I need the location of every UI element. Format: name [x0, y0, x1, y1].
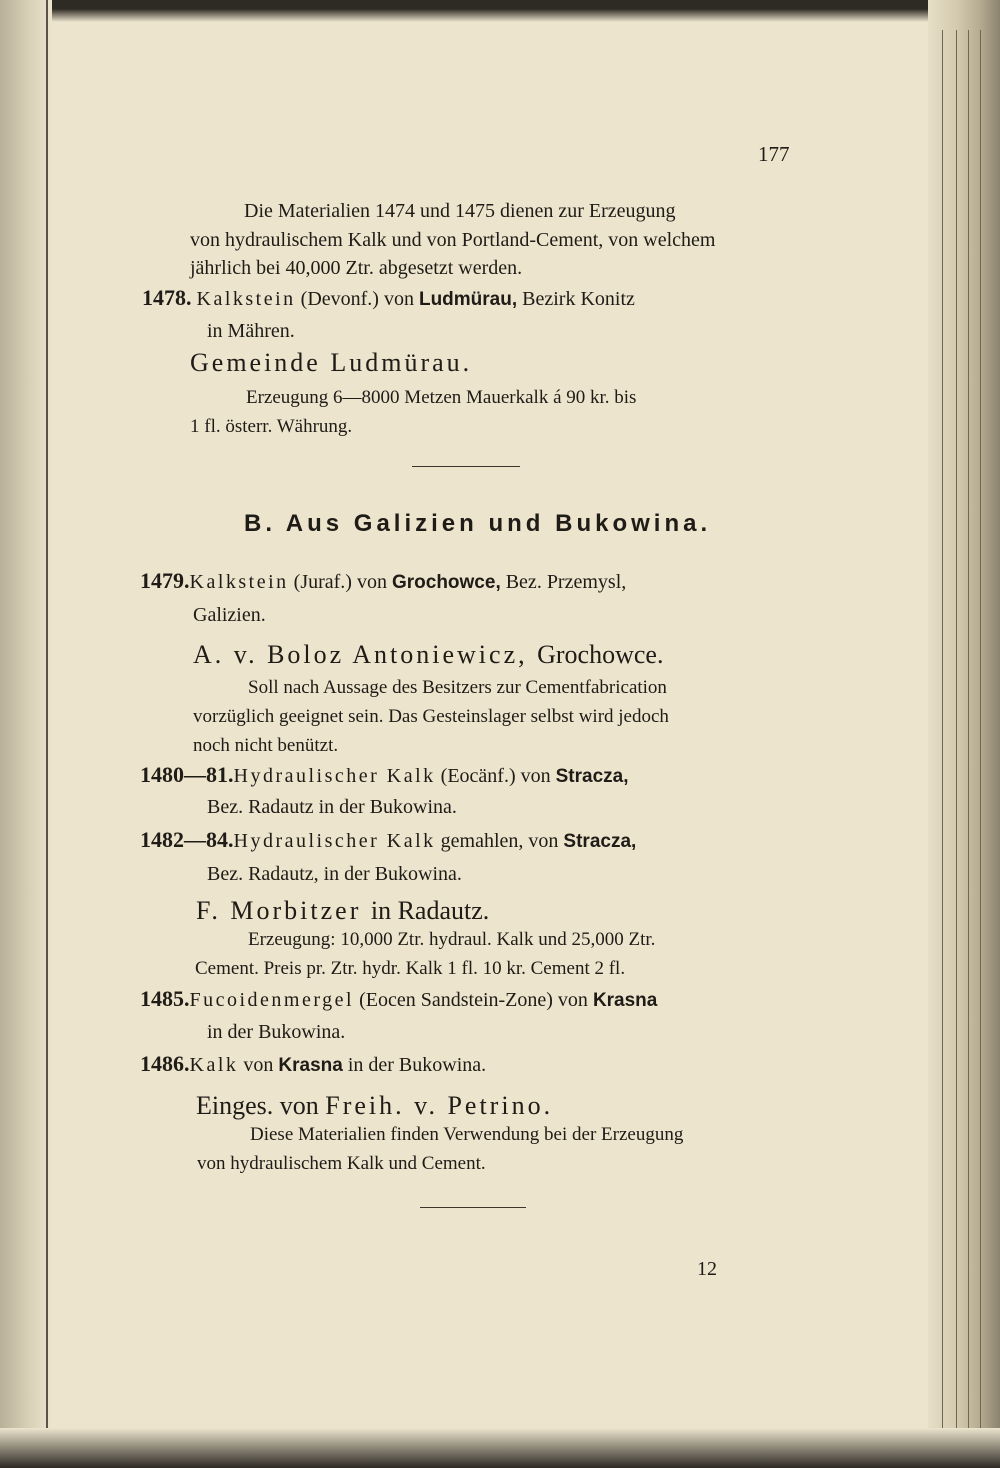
note-1482-line-1: Erzeugung: 10,000 Ztr. hydraul. Kalk und 25,000 Ztr.: [248, 929, 656, 950]
entry-1479-line-2: Galizien.: [193, 604, 266, 626]
entry-text: in der Bukowina.: [347, 1054, 487, 1076]
entry-number: 1482—84.: [140, 827, 234, 852]
exhibitor-prefix: Einges. von: [196, 1091, 319, 1120]
entry-text: (Eocen Sandstein-Zone) von: [359, 989, 588, 1011]
entry-1485-line-2: in der Bukowina.: [207, 1021, 346, 1043]
locality: Ludmürau,: [418, 289, 518, 310]
locality: Krasna: [592, 990, 658, 1011]
exhibitor-place: Grochowce.: [537, 640, 664, 669]
exhibitor-1482: [196, 895, 489, 927]
entry-1482-line-1: [140, 827, 636, 855]
note-1482-line-2: Cement. Preis pr. Ztr. hydr. Kalk 1 fl. 10 kr. Cement 2 fl.: [195, 958, 626, 979]
entry-number: 1486.: [140, 1051, 190, 1076]
entry-1480-line-1: [140, 762, 629, 790]
bottom-page-edge: [0, 1428, 1000, 1468]
entry-number: 1480—81.: [140, 762, 234, 787]
separator-rule: [412, 466, 520, 467]
intro-line-1: Die Materialien 1474 und 1475 dienen zur Erzeugung: [244, 200, 676, 222]
exhibitor-1479: [193, 639, 663, 671]
material-name: Kalkstein: [189, 571, 289, 593]
exhibitor-name: Boloz Antoniewicz,: [267, 640, 528, 669]
top-page-edge: [0, 0, 1000, 22]
locality: Stracza,: [563, 831, 637, 852]
exhibitor-name: Freih. v. Petrino.: [325, 1091, 554, 1120]
note-1486-line-2: von hydraulischem Kalk und Cement.: [197, 1153, 486, 1174]
note-1486-line-1: Diese Materialien finden Verwendung bei der Erzeugung: [250, 1124, 684, 1145]
material-name: Kalkstein: [196, 288, 296, 310]
entry-text: (Devonf.) von: [300, 288, 414, 310]
entry-1485-line-1: [140, 986, 657, 1014]
spine-fold-line: [46, 0, 48, 1468]
page-number: 177: [758, 142, 790, 166]
entry-text: gemahlen, von: [440, 830, 559, 852]
exhibitor-1486: [196, 1090, 553, 1122]
locality: Stracza,: [555, 766, 629, 787]
signature-mark: 12: [697, 1258, 717, 1280]
entry-number: 1479.: [140, 568, 190, 593]
exhibitor-prefix: A. v.: [193, 640, 258, 669]
entry-1486-line-1: [140, 1051, 486, 1079]
entry-text: Bez. Przemysl,: [505, 571, 627, 593]
exhibitor-prefix: F.: [196, 896, 221, 925]
locality: Grochowce,: [391, 572, 501, 593]
page-edges-stack: [928, 0, 1000, 1468]
entry-text: (Eocänf.) von: [440, 765, 551, 787]
material-name: Fucoidenmergel: [189, 989, 355, 1011]
note-1478-line-2: 1 fl. österr. Währung.: [190, 416, 353, 437]
material-name: Hydraulischer Kalk: [233, 830, 436, 852]
separator-rule: [420, 1207, 526, 1208]
intro-line-2: von hydraulischem Kalk und von Portland-Cement, von welchem: [190, 229, 716, 251]
locality: Krasna: [278, 1055, 343, 1076]
material-name: Kalk: [189, 1054, 239, 1076]
note-1479-line-1: Soll nach Aussage des Besitzers zur Cementfabrication: [248, 677, 667, 698]
entry-1479-line-1: [140, 568, 626, 596]
exhibitor-name: Morbitzer: [230, 896, 362, 925]
exhibitor-1478: Gemeinde Ludmürau.: [190, 348, 473, 377]
entry-1482-line-2: Bez. Radautz, in der Bukowina.: [207, 863, 462, 885]
material-name: Hydraulischer Kalk: [233, 765, 436, 787]
entry-text: Bezirk Konitz: [522, 288, 635, 310]
exhibitor-place: in Radautz.: [370, 896, 490, 925]
entry-1478-line-2: in Mähren.: [207, 320, 295, 342]
entry-number: 1485.: [140, 986, 190, 1011]
entry-number: 1478.: [142, 285, 192, 310]
spine-shadow: [0, 0, 52, 1468]
intro-line-3: jährlich bei 40,000 Ztr. abgesetzt werden.: [190, 257, 523, 279]
entry-1478-line-1: [142, 285, 635, 313]
entry-text: von: [243, 1054, 274, 1076]
entry-1480-line-2: Bez. Radautz in der Bukowina.: [207, 796, 457, 818]
note-1478-line-1: Erzeugung 6—8000 Metzen Mauerkalk á 90 kr. bis: [246, 387, 637, 408]
section-heading: B. Aus Galizien und Bukowina.: [244, 510, 712, 537]
entry-text: (Juraf.) von: [293, 571, 387, 593]
note-1479-line-3: noch nicht benützt.: [193, 735, 339, 756]
note-1479-line-2: vorzüglich geeignet sein. Das Gesteinslager selbst wird jedoch: [193, 706, 669, 727]
